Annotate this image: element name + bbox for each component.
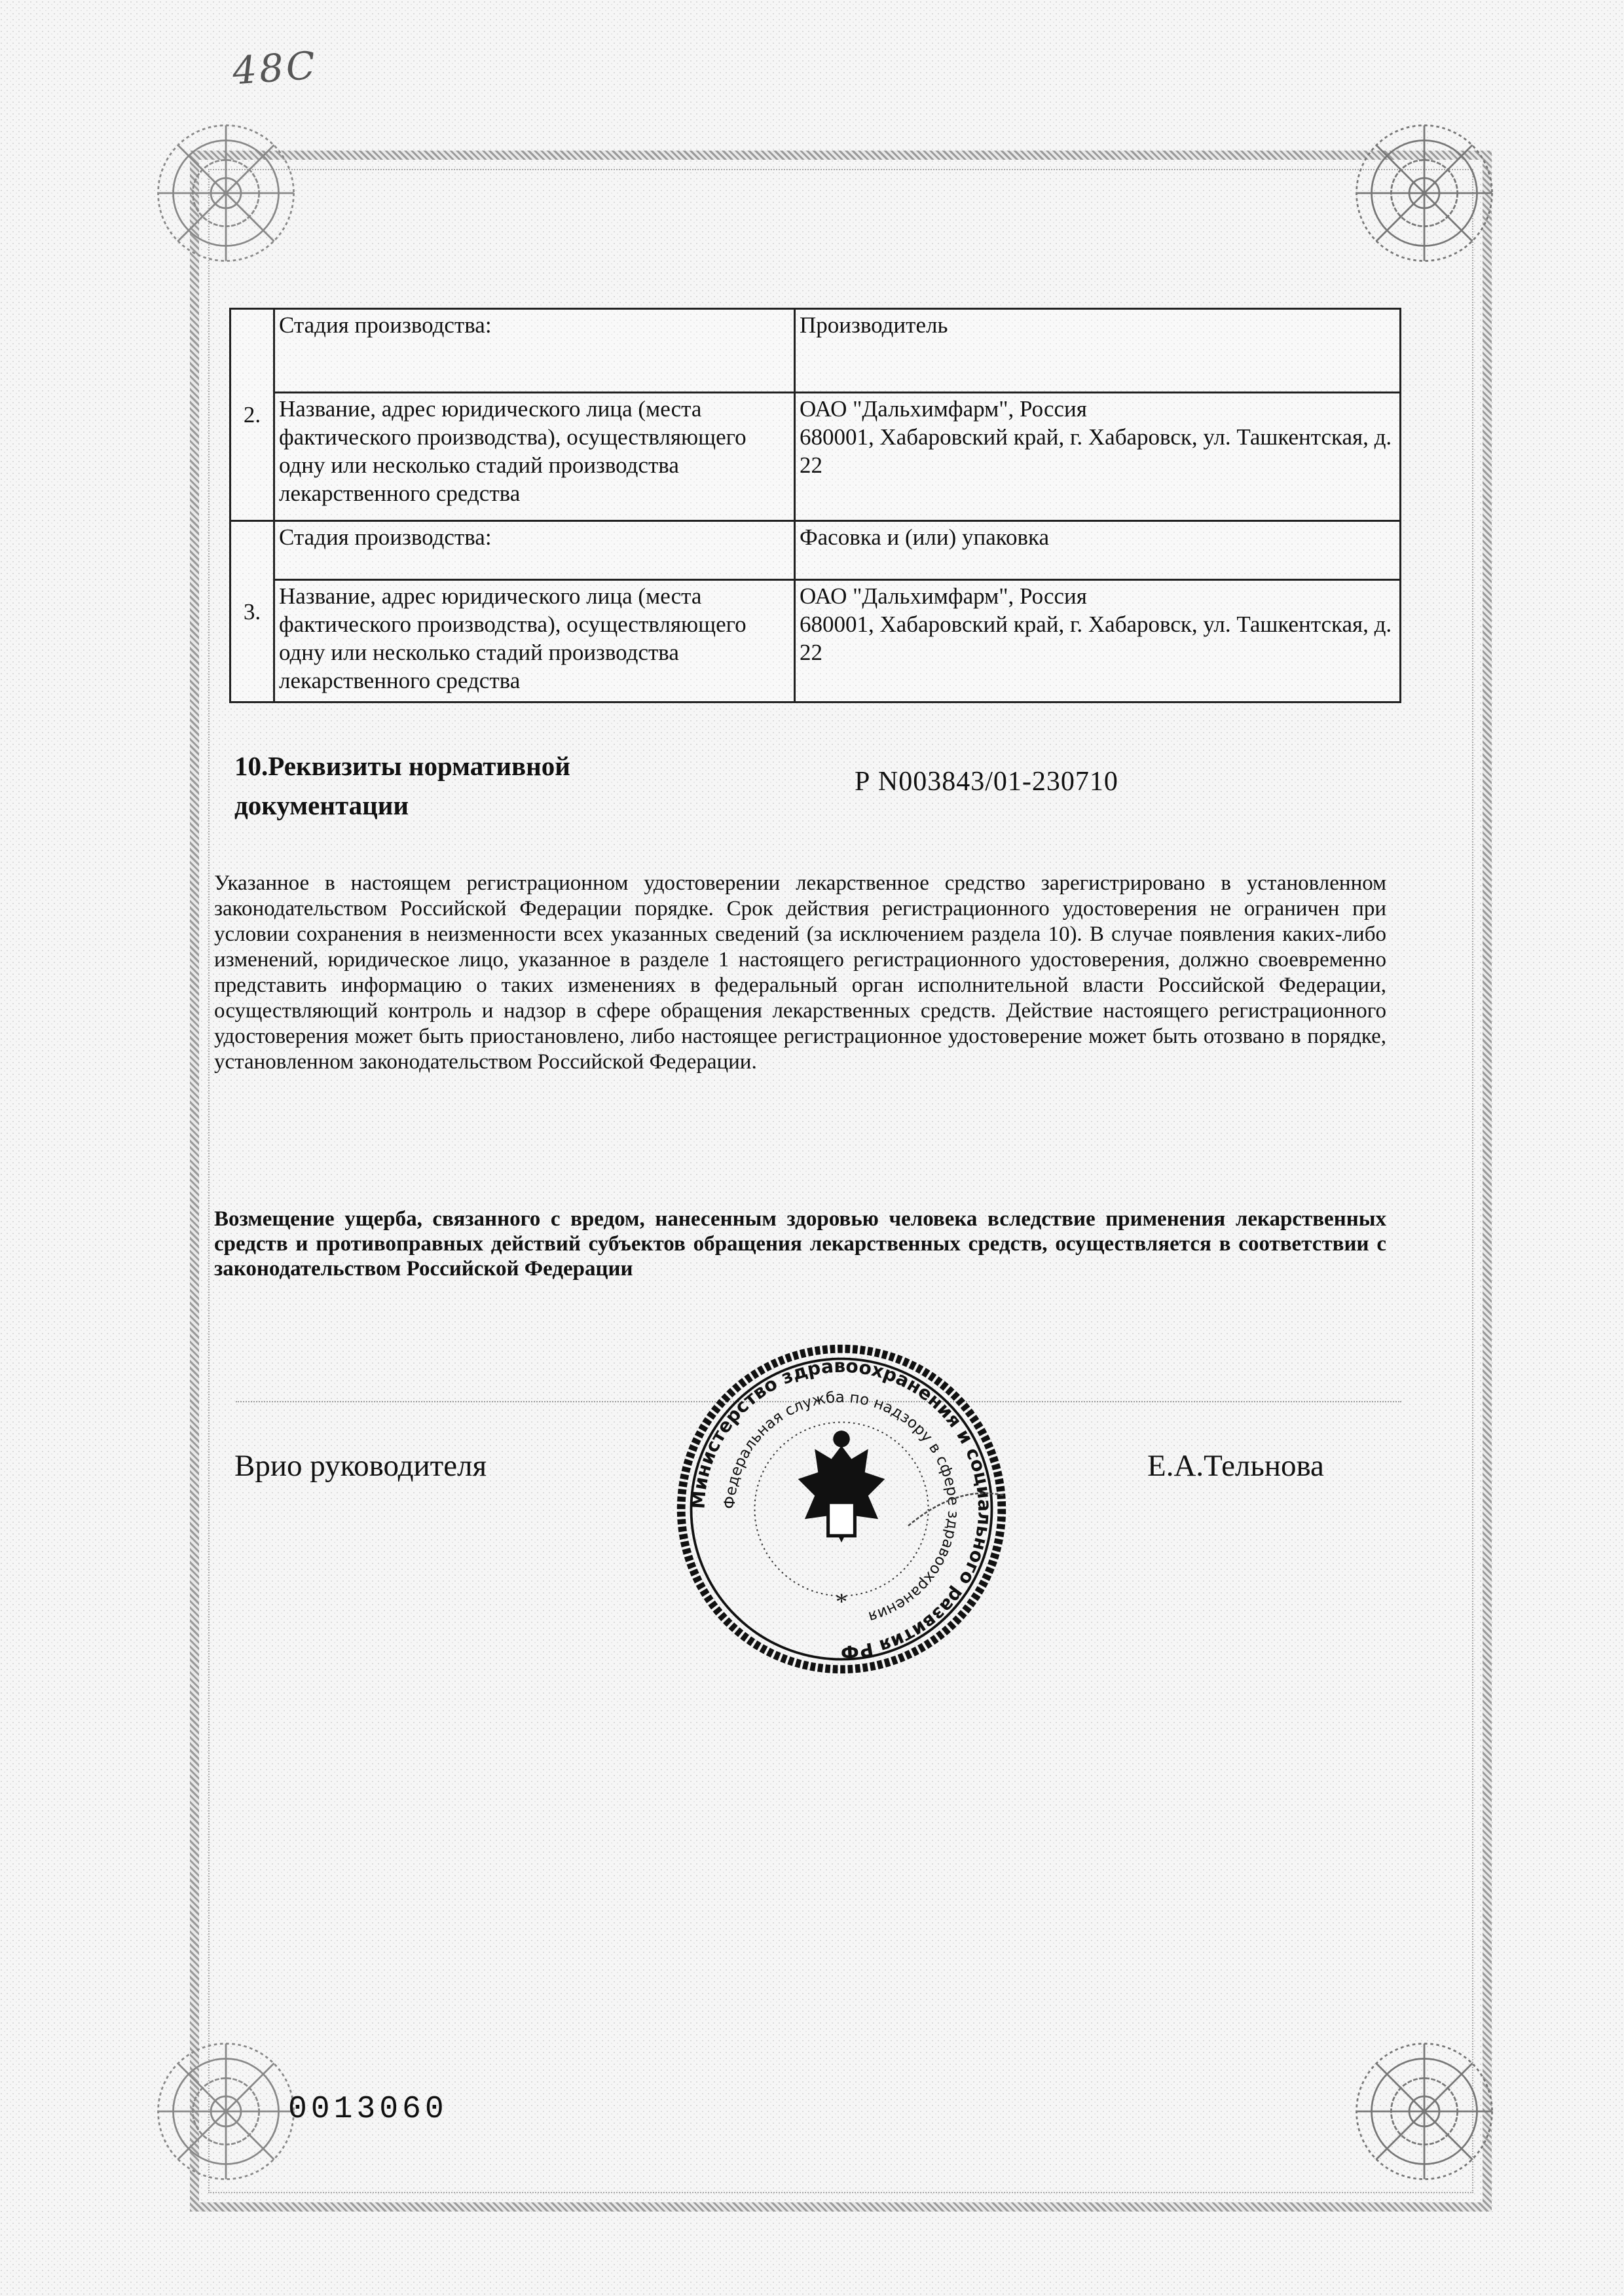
table-row	[231, 521, 1401, 580]
svg-text:Министерство здравоохранения и: Министерство здравоохранения и социального развития РФ	[687, 1355, 996, 1664]
stage-label: Стадия производства:	[274, 521, 795, 580]
stage-label: Стадия производства:	[274, 309, 795, 393]
svg-text:*: *	[836, 1588, 847, 1614]
entity-value	[795, 393, 1401, 521]
entity-address: 680001, Хабаровский край, г. Хабаровск, ул. Ташкентская, д. 22	[800, 424, 1392, 478]
table-row	[231, 309, 1401, 393]
official-seal-stamp	[674, 1342, 1008, 1676]
corner-rosette-icon	[1349, 118, 1500, 268]
svg-text:Федеральная служба по надзору: Федеральная служба по надзору в сфере здравоохранения	[721, 1389, 962, 1626]
table-row	[231, 393, 1401, 521]
eagle-emblem-icon	[798, 1430, 885, 1542]
registration-number: Р N003843/01-230710	[855, 767, 1118, 797]
corner-rosette-icon	[1349, 2036, 1500, 2187]
entity-value	[795, 580, 1401, 702]
row-number: 3.	[231, 521, 274, 702]
signatory-name: Е.А.Тельнова	[1147, 1449, 1324, 1483]
entity-label: Название, адрес юридического лица (места фактического производства), осуществляющего одну или несколько стадий производства лекарственного средства	[274, 580, 795, 702]
corner-rosette-icon	[151, 2036, 301, 2187]
stage-value: Фасовка и (или) упаковка	[795, 521, 1401, 580]
entity-name: ОАО "Дальхимфарм", Россия	[800, 583, 1087, 609]
validity-paragraph: Указанное в настоящем регистрационном удостоверении лекарственное средство зарегистрировано в установленном законодательством Российской Федерации порядке. Срок действия регистрационного удостоверения не ограничен при условии сохранения в неизменности всех указанных сведений (за исключением раздела 10). В случае появления каких-либо изменений, юридическое лицо, указанное в разделе 1 настоящего регистрационного удостоверения, должно своевременно представить информацию о таких изменениях в федеральный орган исполнительной власти Российской Федерации, осуществляющий контроль и надзор в сфере обращения лекарственных средств. Действие настоящего регистрационного удостоверения может быть приостановлено, либо настоящее регистрационное удостоверение может быть отозвано в порядке, установленном законодательством Российской Федерации.	[214, 871, 1386, 1074]
compensation-paragraph: Возмещение ущерба, связанного с вредом, нанесенным здоровью человека вследствие применения лекарственных средств и противоправных действий субъектов обращения лекарственных средств, осуществляется в соответствии с законодательством Российской Федерации	[214, 1207, 1386, 1281]
handwritten-note: 48С	[231, 43, 320, 94]
stage-value: Производитель	[795, 309, 1401, 393]
section-10-heading: 10.Реквизиты нормативной документации	[234, 751, 570, 820]
signatory-role: Врио руководителя	[234, 1449, 487, 1483]
entity-label: Название, адрес юридического лица (места фактического производства), осуществляющего одну или несколько стадий производства лекарственного средства	[274, 393, 795, 521]
corner-rosette-icon	[151, 118, 301, 268]
row-number: 2.	[231, 309, 274, 521]
entity-name: ОАО "Дальхимфарм", Россия	[800, 396, 1087, 422]
form-serial-number: 0013060	[288, 2092, 448, 2127]
table-row	[231, 580, 1401, 702]
production-sites-table	[229, 308, 1401, 703]
entity-address: 680001, Хабаровский край, г. Хабаровск, ул. Ташкентская, д. 22	[800, 611, 1392, 665]
